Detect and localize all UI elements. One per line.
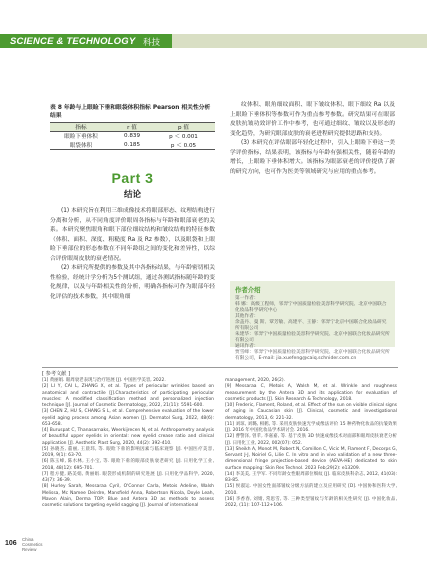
reference-item: [1] 黄丽娟. 眼周衰老表现与治疗进展 [J]. 中国医学美容, 2022.	[42, 378, 166, 383]
reference-item: [7] 程方健, 路美娟, 黄丽娟. 眼袋形成机制的研究进展 [J]. 日用化学品科学, 2020, 43(7): 36-39.	[42, 471, 214, 483]
table-cell: 眼睑下垂体积	[64, 134, 98, 141]
table-row	[50, 141, 215, 150]
reference-item: [8] Hurley Sarah, Messaraa Cyril, O'Connor Carla, Metois Adeline, Walsh Melissa, Mc Namee Deirdre, Mansfield Anna, Robertson Nicola, Doyle Leah, Mavon Alain, Derma TOP: Blue and Antera 3D as methods to assess cosmetic solutions targeting eyelid sagging [J]. Journal of international	[42, 484, 214, 508]
reference-item: [6] 陈玉峰, 陈水林, 王小宝, 等. 眼睑下垂的眼部皮肤衰老研究 [J]. 日用化学工业, 2018, 48(12): 695-701.	[42, 459, 214, 471]
paragraph: 纹体积、眼角细纹面积、眼下皱纹体积、眼下细纹 Ra 以及上眼睑下垂体积等参数可作为重点参考参数。研究结果可在眼部皮肤抗皱功效评价工作中参考，也可通过细纹、皱纹以及形态的变化趋势，为研究眼部皮肤的衰老进程研究提供思路和支持。	[230, 102, 395, 137]
table-cell: 0.185	[123, 141, 140, 148]
body-left-column	[50, 207, 215, 302]
table-cell: p ＜ 0.05	[170, 142, 197, 149]
column-header: 指标	[75, 125, 87, 131]
table-header-row	[50, 123, 215, 132]
table-cell: 0.839	[123, 133, 140, 140]
page-number: 106	[5, 540, 17, 547]
reference-item: management, 2020, 26(2).	[225, 378, 286, 383]
correlation-table	[50, 122, 215, 150]
body-right-column	[230, 101, 395, 177]
column-header: r 值	[127, 125, 137, 131]
author-heading: 作者介绍	[235, 286, 261, 294]
table-row	[50, 132, 215, 141]
paragraph: (1) 本研究旨在利用三维成像技术将眼部形态、纹理结构进行分离和分析，从不同角度评价眼周各指标与年龄和眼部衰老的关系。本研究聚焦眼角和眼下部位细纹结构和皱纹结构的特征参数（体积、面积、深度、粗糙度 Ra 及 Rz 参数），以及眼袋和上眼睑下垂部位的形态参数在不同年龄组之间的变化和差异性，以综合评价眼周皮肤的衰老情况。	[50, 208, 215, 262]
table-caption: 表 8 年龄与上眼睑下垂和眼袋体积指标 Pearson 相关性分析结果	[50, 105, 211, 119]
references-heading: [ 参考文献 ]	[42, 371, 71, 377]
reference-item: [13] Sheikh A, Monot M, Robert N, Comillon C, Vicic M, Flament F, Decorps G, Servant J-J, Noiriel G, Lilie C. In vitro and in vivo validation of a new three-dimensional fringe projection-based device (AEVA-HE) dedicated to skin surface mapping: Skin Res Technol. 2023 Feb;29(2): e13209.	[225, 446, 397, 471]
reference-item: [12] 曹警泽, 曾苹, 李嘉嘉, 等. 基于皮肤 3D 快速成像技术对面部和眼周皮肤衰老分析 [J]. 日用化工业, 2022, 002(07): 052.	[225, 434, 397, 446]
reference-item: [15] 侯淑运. 中国女性面部皱纹分级方法的建立及应用研究 [D]. 中国协和医科大学, 2010.	[225, 484, 397, 496]
paragraph: (3) 本研究在评估眼部年轻化过程中，引入上眼睑下垂这一美学评价指标，结果表明，该指标与年龄有强相关性，随着年龄的增长，上眼睑下垂体积增大。该指标为眼部衰老的评价提供了新的研究方向，也可作为医美等领域研究与应用的重点参考。	[230, 140, 395, 175]
part-title: Part 3	[111, 170, 154, 186]
author-info-box	[230, 281, 395, 362]
reference-item: [9] Messaraa C, Metois A, Walsh M, et al. Wrinkle and roughness measurement by the Antera 3D and its application for evaluation of cosmetic products [J]. Skin Research & Technology, 2018.	[225, 384, 397, 402]
column-header: p 值	[178, 125, 189, 131]
references-right-column	[225, 378, 397, 509]
table-cell: p ＜ 0.001	[169, 134, 198, 141]
reference-item: [4] Buruspat C, Thanasarnaks, Weerkijrecen N, et al. Anthropometry analysis of beautiful upper eyelids in oriental: new eyelid crease ratio and clinical application [J]. Aesthetic Plast Surg, 2020, 44(2): 392-410.	[42, 428, 214, 446]
references-left-column	[42, 378, 214, 509]
table-cell: 眼袋体积	[69, 142, 93, 149]
reference-item: [14] 李美美, 王学军. 不同年龄女性眼周部位细纹 [J]. 临床皮肤科杂志, 2012, 41(03): 83-85.	[225, 471, 397, 483]
author-text: 第一作者： 韩 娜：高级工程师，邻羿宁中国质量检验美容科学研究院、北京中国联合化妆品科学研究中心 其他作者： 余盖丹、曼 斯、覃芳敏、高建平、王静：邻羿宁北京中国联合化妆品研究所有限公司 朱建华：邻羿宁中国质量检验美容科学研究院、北京中国联合化妆品研究所有限公司 通讯作者： 贾雪峰：邻羿宁中国质量检验美容科学研究院、北京中国联合化妆品研究所有限公司，E-mail: jia.xuefeng@caiq.schnider.com.cn	[235, 295, 390, 362]
section-title-en: SCIENCE & TECHNOLOGY	[10, 36, 136, 47]
magazine-name: China Cosmetics Review	[22, 537, 43, 553]
reference-item: [2] LI Y, CAI L, ZHANG X, et al. Types of periocular wrinkles based on anatomical and contractile [J].Characteristics of participating periocular muscles: A modified classification method and personalized injection technique [J]. Journal of Cosmetic Dermatology, 2022, 21(11): 5591-600.	[42, 384, 214, 408]
references-section	[42, 367, 398, 508]
part-subtitle: 结论	[123, 190, 141, 200]
reference-item: [5] 孙晓杰, 董丽, 王晨玮, 等. 眼睑下垂的影响因素与临床观察 [J]. 中国医疗美容, 2019, 9(1): 63-70.	[42, 446, 214, 458]
paragraph: (2) 本研究所提供的参数及其中各指标结果，与年龄密切相关性检验，经统计学分析为5个测试组，通过各测试指标随年龄的变化规律，以及与年龄相关性的分析，明确各指标可作为眼部年轻化评估的技术参数，其中眼角细	[50, 265, 215, 300]
reference-item: [10] Frederic, Flament, Roland, et al. Effect of the sun on visible clinical signs of aging in Caucasian skin [J]. Clinical, cosmetic and investigational dermatology, 2013, 6: 221-32.	[225, 403, 397, 421]
reference-item: [11] 刘琼, 刘璐, 相鹤, 等. 采用皮肤快速光学成像法评价 15 种药物化妆品的抗皱效果 [J]. 2016 年中国化妆品学术研讨会. 2016.	[225, 421, 397, 433]
reference-item: [16] 李香春, 刘婧, 常思雪, 等. 三种类型皱纹与年龄的相关性研究 [J]. 中国化妆品, 2022, (11): 107-112+106.	[225, 496, 397, 508]
reference-item: [3] CHEN Z, HU S, CHANG S L, et al. Comprehensive evaluation of the lower eyelid aging process among Asian women [J]. Dermatol Surg, 2022, 48(6): 653-658.	[42, 409, 214, 427]
section-title-cn: 科技	[143, 38, 161, 48]
